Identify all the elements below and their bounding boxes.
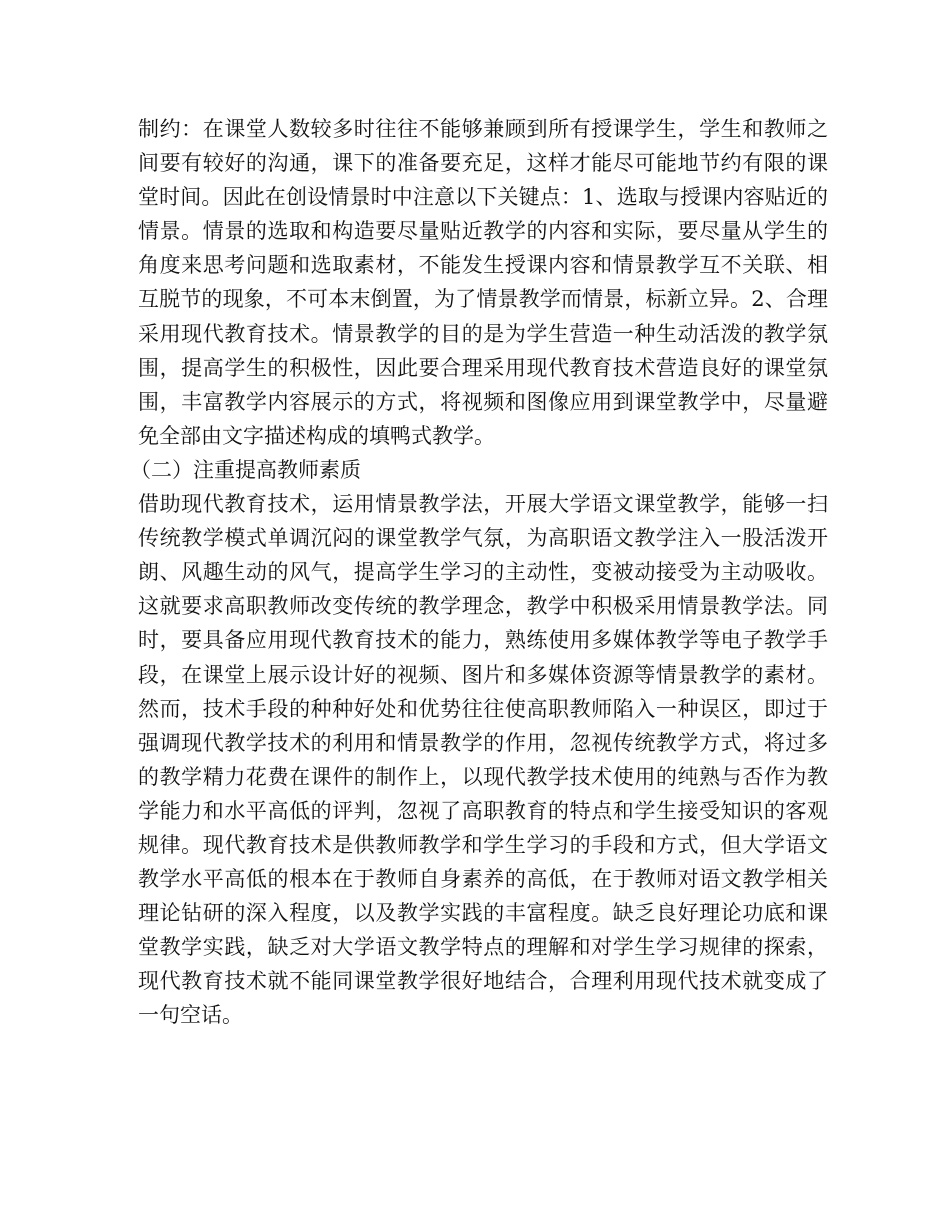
section-heading: （二）注重提高教师素质	[130, 457, 361, 482]
body-paragraph: 制约：在课堂人数较多时往往不能够兼顾到所有授课学生，学生和教师之间要有较好的沟通，课下的准备要充足，这样才能尽可能地节约有限的课堂时间。因此在创设情景时中注意以下关键点：1、选取与授课内容贴近的情景。情景的选取和构造要尽量贴近教学的内容和实际，要尽量从学生的角度来思考问题和选取素材，不能发生授课内容和情景教学互不关联、相互脱节的现象，不可本末倒置，为了情景教学而情景，标新立异。2、合理采用现代教育技术。情景教学的目的是为学生营造一种生动活泼的教学氛围，提高学生的积极性，因此要合理采用现代教育技术营造良好的课堂氛围，丰富教学内容展示的方式，将视频和图像应用到课堂教学中，尽量避免全部由文字描述构成的填鸭式教学。	[138, 117, 828, 448]
body-paragraph: 借助现代教育技术，运用情景教学法，开展大学语文课堂教学，能够一扫传统教学模式单调沉闷的课堂教学气氛，为高职语文教学注入一股活泼开朗、风趣生动的风气，提高学生学习的主动性，变被动接受为主动吸收。这就要求高职教师改变传统的教学理念，教学中积极采用情景教学法。同时，要具备应用现代教育技术的能力，熟练使用多媒体教学等电子教学手段，在课堂上展示设计好的视频、图片和多媒体资源等情景教学的素材。然而，技术手段的种种好处和优势往往使高职教师陷入一种误区，即过于强调现代教学技术的利用和情景教学的作用，忽视传统教学方式，将过多的教学精力花费在课件的制作上，以现代教学技术使用的纯熟与否作为教学能力和水平高低的评判，忽视了高职教育的特点和学生接受知识的客观规律。现代教育技术是供教师教学和学生学习的手段和方式，但大学语文教学水平高低的根本在于教师自身素养的高低，在于教师对语文教学相关理论钻研的深入程度，以及教学实践的丰富程度。缺乏良好理论功底和课堂教学实践，缺乏对大学语文教学特点的理解和对学生学习规律的探索，现代教育技术就不能同课堂教学很好地结合，合理利用现代技术就变成了一句空话。	[138, 492, 828, 1028]
document-body	[130, 112, 828, 1033]
